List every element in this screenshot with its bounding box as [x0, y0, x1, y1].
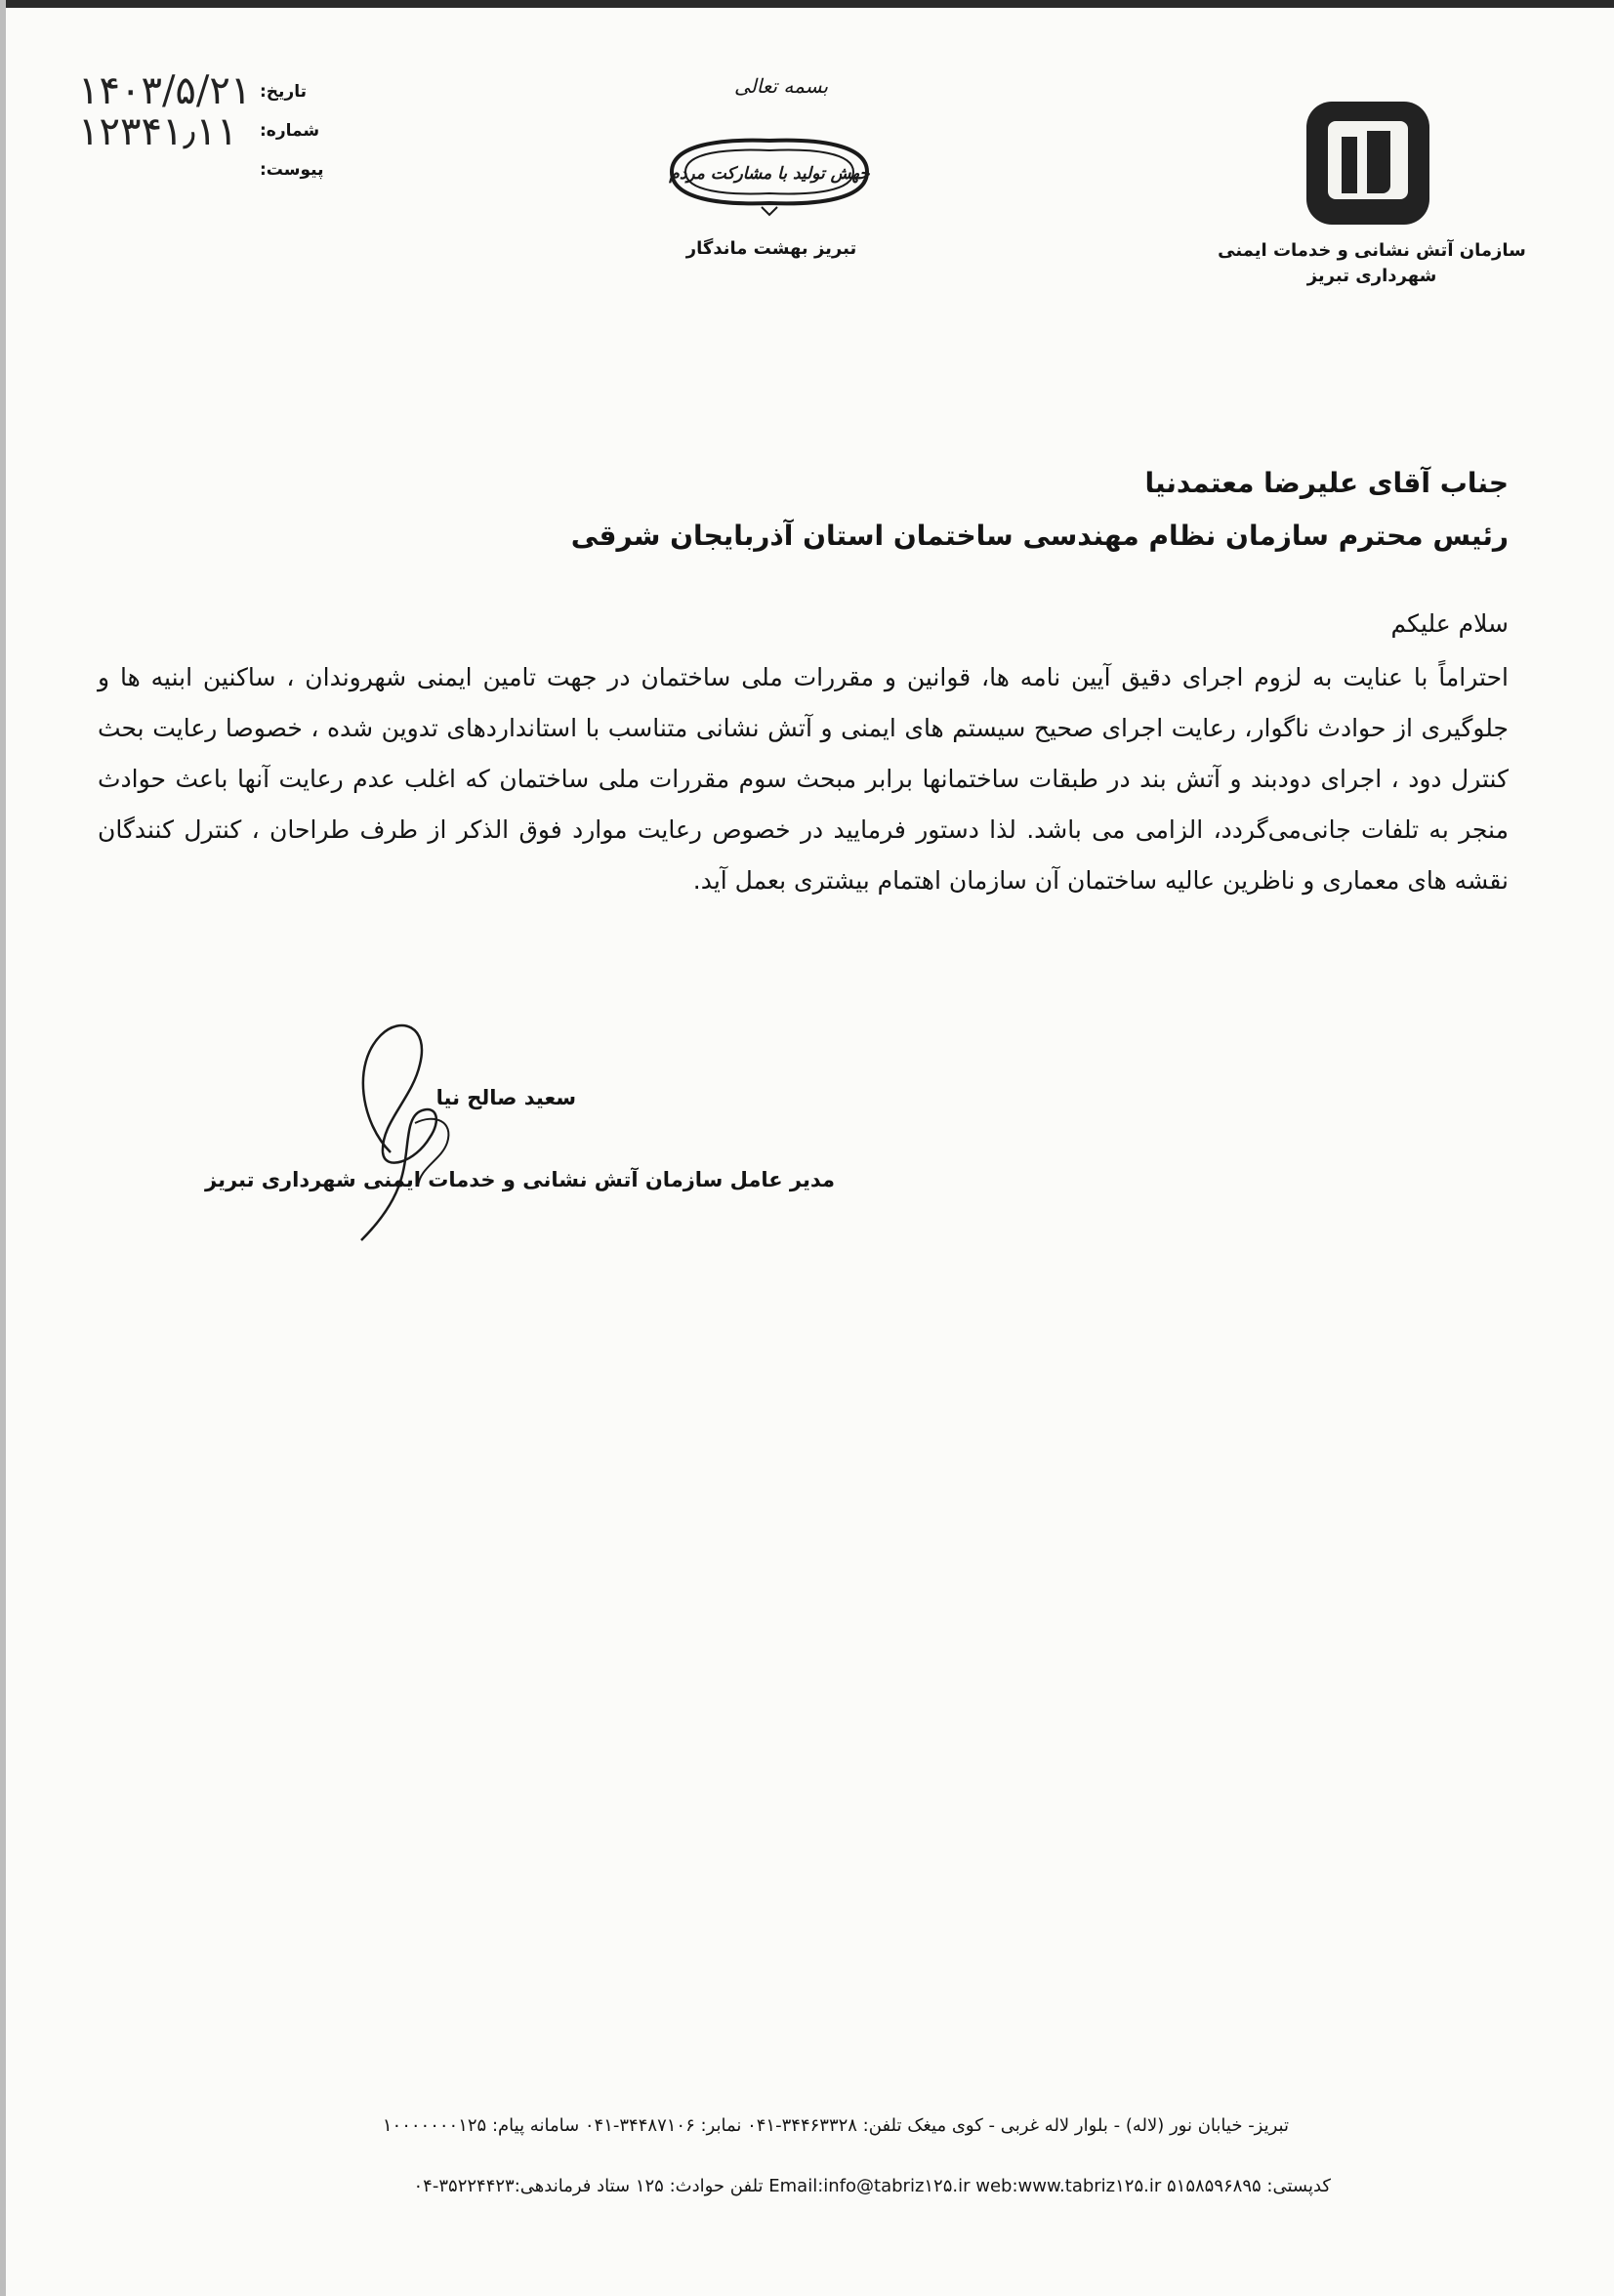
slogan-stamp-text: جهش تولید با مشارکت مردم — [669, 164, 870, 184]
addressee-title: رئیس محترم سازمان نظام مهندسی ساختمان استان آذربایجان شرقی — [570, 520, 1509, 552]
addressee-name: جناب آقای علیرضا معتمدنیا — [1144, 467, 1509, 499]
greeting: سلام علیکم — [1390, 609, 1509, 638]
bismillah-heading: بسمه تعالی — [733, 74, 829, 98]
number-label: شماره: — [260, 121, 320, 141]
signatory-title: مدیر عامل سازمان آتش نشانی و خدمات ایمنی شهرداری تبریز — [205, 1168, 835, 1191]
scan-edge-left — [0, 0, 6, 2296]
footer-contact: کدپستی: ۵۱۵۸۵۹۶۸۹۵ Email:info@tabriz۱۲۵.ir web:www.tabriz۱۲۵.ir تلفن حوادث: ۱۲۵ ستاد فرماندهی:۳۵۲۲۴۴۲۳-۰۴ — [413, 2176, 1331, 2196]
date-label: تاریخ: — [260, 82, 307, 102]
date-value: ۱۴۰۳/۵/۲۱ — [78, 68, 252, 113]
fire-department-logo-icon — [1306, 102, 1429, 225]
letter-meta — [68, 70, 322, 188]
attachment-label: پیوست: — [260, 160, 324, 180]
signature-scrawl-icon — [322, 1006, 498, 1250]
signatory-name: سعید صالح نیا — [435, 1086, 576, 1109]
org-name-line1: سازمان آتش نشانی و خدمات ایمنی — [1218, 240, 1526, 261]
footer-address: تبریز- خیابان نور (لاله) - بلوار لاله غربی - کوی میغک تلفن: ۳۴۴۶۳۳۲۸-۰۴۱ نمابر: ۳۴۴۸۷۱۰۶-۰۴۱ سامانه پیام: ۱۰۰۰۰۰۰۰۱۲۵ — [382, 2115, 1289, 2136]
city-caption: تبریز بهشت ماندگار — [685, 238, 857, 259]
letter-body: احتراماً با عنایت به لزوم اجرای دقیق آیین نامه ها، قوانین و مقررات ملی ساختمان در جهت تامین ایمنی شهروندان ، ساکنین ابنیه ها و جلوگیری از حوادث ناگوار، رعایت اجرای صحیح سیستم های ایمنی و آتش نشانی متناسب با استانداردهای تدوین شده ، خصوصا رعایت بحث کنترل دود ، اجرای دودبند و آتش بند در طبقات ساختمانها برابر مبحث سوم مقررات ملی ساختمان که اغلب عدم رعایت آنها باعث حوادث منجر به تلفات جانی‌می‌گردد، الزامی می باشد. لذا دستور فرمایید در خصوص رعایت موارد فوق الذکر از طرف طراحان ، کنترل کنندگان نقشه های معماری و ناظرین عالیه ساختمان آن سازمان اهتمام بیشتری بعمل آید. — [98, 663, 1509, 895]
number-value: ۱۲۳۴۱٫۱۱ — [78, 109, 238, 154]
scan-edge-top — [0, 0, 1614, 8]
org-name-line2: شهرداری تبریز — [1306, 266, 1437, 286]
org-name — [1211, 238, 1533, 289]
slogan-stamp-icon — [652, 125, 887, 219]
